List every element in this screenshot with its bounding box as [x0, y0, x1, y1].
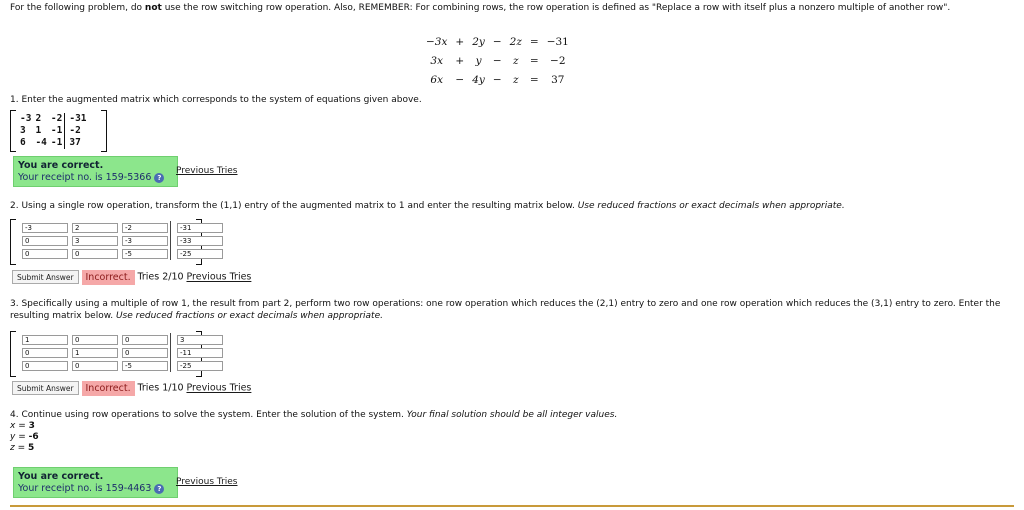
matrix-entry-input[interactable]: [22, 223, 68, 233]
solution-value: 3: [28, 421, 35, 431]
q1-prompt-text: 1. Enter the augmented matrix which corresponds to the system of equations given above.: [10, 95, 422, 105]
matrix-entry-input[interactable]: [22, 348, 68, 358]
matrix-entry-input[interactable]: [177, 249, 223, 259]
equation-system: [422, 32, 573, 89]
matrix-entry-input[interactable]: [72, 348, 118, 358]
submit-answer-button[interactable]: Submit Answer: [12, 270, 79, 284]
matrix-entry-input[interactable]: [122, 348, 168, 358]
eq-term: 4y: [472, 73, 485, 86]
q3-tries-count: Tries 1/10: [137, 382, 184, 394]
equation-row: [422, 32, 573, 51]
matrix-cell: 3: [20, 125, 26, 136]
eq-rhs: 37: [551, 73, 565, 86]
solution-line: z = 5: [10, 443, 35, 453]
matrix-entry-input[interactable]: [177, 223, 223, 233]
matrix-cell: -31: [64, 113, 88, 125]
solution-value: 5: [28, 443, 35, 453]
q1-prompt: [10, 94, 422, 106]
matrix-entry-input[interactable]: [72, 249, 118, 259]
eq-op: +: [455, 35, 465, 48]
eq-term: 3x: [430, 54, 443, 67]
matrix-entry-input[interactable]: [72, 361, 118, 371]
matrix-entry-input[interactable]: [177, 361, 223, 371]
q4-correct-title: You are correct.: [18, 471, 104, 482]
solution-line: y = -6: [10, 432, 39, 442]
help-icon[interactable]: ?: [154, 484, 164, 494]
matrix-cell: 1: [35, 125, 42, 136]
solution-line: x = 3: [10, 421, 35, 431]
q1-correct-box: [13, 156, 178, 187]
equation-table: [422, 32, 573, 89]
q2-previous-tries-link[interactable]: Previous Tries: [186, 271, 252, 283]
matrix-entry-input[interactable]: [122, 335, 168, 345]
solution-var: x: [10, 421, 16, 431]
eq-term: 2y: [472, 35, 485, 48]
solution-value: -6: [28, 432, 39, 442]
eq-term: 6x: [430, 73, 443, 86]
eq-op: −: [492, 54, 502, 67]
eq-rhs: −31: [546, 35, 569, 48]
matrix-entry-input[interactable]: [72, 335, 118, 345]
matrix-entry-input[interactable]: [177, 236, 223, 246]
solution-var: z: [10, 443, 15, 453]
matrix-left-bracket: [10, 331, 16, 377]
matrix-entry-input[interactable]: [122, 361, 168, 371]
matrix-entry-input[interactable]: [22, 249, 68, 259]
matrix-cell: 37: [64, 137, 88, 149]
q2-matrix-input: [10, 219, 202, 265]
q1-augmented-matrix: [10, 110, 107, 152]
q4-prompt-italic: Your final solution should be all integer values.: [406, 410, 618, 420]
matrix-entry-input[interactable]: [122, 223, 168, 233]
eq-equals: =: [529, 54, 539, 67]
equation-row: [422, 70, 573, 89]
q1-correct-title: You are correct.: [18, 160, 104, 171]
q2-tries-count: Tries 2/10: [137, 271, 184, 283]
matrix-cell: -3: [20, 113, 32, 124]
q1-matrix-table: [18, 113, 89, 149]
intro-not: not: [144, 3, 162, 13]
matrix-left-bracket: [10, 110, 16, 152]
equation-row: [422, 51, 573, 70]
q4-previous-tries-link[interactable]: Previous Tries: [176, 477, 238, 487]
matrix-right-bracket: [101, 110, 107, 152]
q2-prompt-text: 2. Using a single row operation, transform the (1,1) entry of the augmented matrix to 1 and enter the resulting matrix below.: [10, 201, 575, 211]
eq-op: +: [455, 54, 465, 67]
eq-term: 2z: [509, 35, 522, 48]
q4-prompt: [10, 409, 1010, 421]
matrix-cell: 2: [35, 113, 42, 124]
matrix-entry-input[interactable]: [122, 249, 168, 259]
q2-prompt: [10, 200, 1010, 212]
q3-previous-tries-link[interactable]: Previous Tries: [186, 382, 252, 394]
matrix-entry-input[interactable]: [72, 223, 118, 233]
q3-incorrect-badge: Incorrect.: [82, 381, 135, 396]
q3-prompt-italic: Use reduced fractions or exact decimals when appropriate.: [115, 311, 383, 321]
q4-receipt: Your receipt no. is 159-4463: [18, 483, 152, 494]
q3-matrix-input: [10, 331, 202, 377]
intro-part-a: For the following problem, do: [10, 3, 145, 13]
matrix-cell: -1: [50, 137, 63, 148]
eq-equals: =: [529, 35, 539, 48]
matrix-entry-input[interactable]: [22, 361, 68, 371]
matrix-entry-input[interactable]: [177, 335, 223, 345]
eq-term: z: [512, 54, 519, 67]
q4-correct-box: [13, 467, 178, 498]
eq-rhs: −2: [550, 54, 566, 67]
intro-text: [10, 2, 1010, 14]
q3-status-row: [12, 381, 251, 396]
intro-part-b: use the row switching row operation. Also, REMEMBER: For combining rows, the row operation is defined as "Replace a row with itself plus a nonzero multiple of another row".: [161, 3, 951, 13]
q1-receipt: Your receipt no. is 159-5366: [18, 172, 152, 183]
q2-prompt-italic: Use reduced fractions or exact decimals when appropriate.: [577, 201, 845, 211]
q2-status-row: [12, 270, 251, 285]
matrix-cell: -2: [50, 113, 63, 124]
bottom-divider: [10, 505, 1014, 507]
q3-prompt: [10, 298, 1006, 322]
matrix-entry-input[interactable]: [22, 236, 68, 246]
matrix-left-bracket: [10, 219, 16, 265]
submit-answer-button[interactable]: Submit Answer: [12, 381, 79, 395]
q1-previous-tries-link[interactable]: Previous Tries: [176, 166, 238, 176]
eq-op: −: [492, 73, 502, 86]
eq-equals: =: [529, 73, 539, 86]
help-icon[interactable]: ?: [154, 173, 164, 183]
eq-op: −: [455, 73, 465, 86]
matrix-cell: 6: [20, 137, 26, 148]
eq-op: −: [492, 35, 502, 48]
eq-term: y: [475, 54, 482, 67]
matrix-cell: -4: [35, 137, 47, 148]
matrix-cell: -1: [50, 125, 63, 136]
q2-matrix-grid: [20, 221, 225, 260]
matrix-cell: -2: [64, 125, 88, 137]
q4-solution: [10, 421, 39, 454]
eq-term: z: [512, 73, 519, 86]
solution-var: y: [10, 432, 16, 442]
q4-prompt-text: 4. Continue using row operations to solve the system. Enter the solution of the system.: [10, 410, 404, 420]
q3-prompt-text: 3. Specifically using a multiple of row 1, the result from part 2, perform two row operations: one row operation which reduces the (2,1) entry to zero and one row operation which reduces the (3,1) entry to zero. Enter the resulting matrix below.: [10, 299, 1001, 321]
eq-term: −3x: [426, 35, 448, 48]
matrix-entry-input[interactable]: [122, 236, 168, 246]
matrix-entry-input[interactable]: [177, 348, 223, 358]
q2-incorrect-badge: Incorrect.: [82, 270, 135, 285]
matrix-entry-input[interactable]: [22, 335, 68, 345]
matrix-entry-input[interactable]: [72, 236, 118, 246]
q3-matrix-grid: [20, 333, 225, 372]
